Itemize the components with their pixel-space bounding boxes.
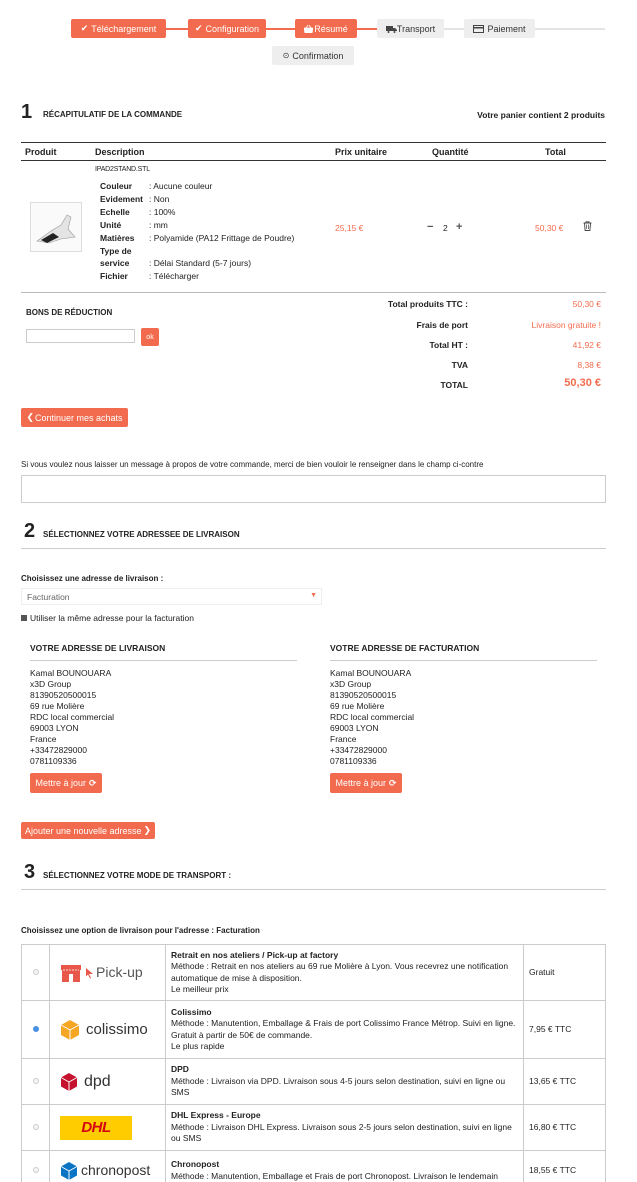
check-icon: ✔ xyxy=(80,23,89,33)
qty-increase-button[interactable]: + xyxy=(456,221,463,233)
stand-model-image xyxy=(31,203,81,251)
voucher-title: BONS DE RÉDUCTION xyxy=(26,308,113,317)
step-connector xyxy=(165,28,188,30)
col-header-total: Total xyxy=(545,147,566,157)
step-resume[interactable]: Résumé xyxy=(295,19,357,38)
same-billing-checkbox[interactable] xyxy=(21,615,27,621)
qty-value[interactable]: 2 xyxy=(443,223,448,233)
box-icon xyxy=(60,1019,80,1041)
same-billing-label: Utiliser la même adresse pour la facturation xyxy=(30,613,194,623)
step-connector xyxy=(265,28,295,30)
refresh-icon: ⟳ xyxy=(88,777,97,788)
address-divider xyxy=(330,660,597,661)
store-icon xyxy=(60,963,82,983)
section-title: SÉLECTIONNEZ VOTRE MODE DE TRANSPORT : xyxy=(43,871,232,880)
shipping-options-table xyxy=(21,944,606,1182)
trash-icon[interactable] xyxy=(583,221,592,233)
basket-icon xyxy=(304,25,313,33)
delivery-address-block: Kamal BOUNOUARA x3D Group 81390520500015 69 rue Molière RDC local commercial 69003 LYON France +33472829000 0781109336 xyxy=(30,668,115,766)
item-unit-price: 25,15 € xyxy=(335,223,364,233)
update-billing-address-button[interactable]: Mettre à jour ⟳ xyxy=(330,773,402,793)
shipping-option-dpd[interactable]: dpd DPD Méthode : Livraison via DPD. Livraison sous 4-5 jours selon destination, suivi en ligne ou SMS 13,65 € TTC xyxy=(22,1059,606,1105)
shipping-radio[interactable] xyxy=(33,1167,39,1173)
section-number: 1 xyxy=(21,101,33,123)
chevron-left-icon: ❮ xyxy=(26,412,34,422)
address-divider xyxy=(30,660,297,661)
step-connector xyxy=(535,28,605,30)
choose-shipping-label: Choisissez une option de livraison pour l'adresse : Facturation xyxy=(21,926,260,935)
caret-down-icon: ▼ xyxy=(310,592,317,599)
step-transport[interactable]: Transport xyxy=(377,19,444,38)
total-products-value: 50,30 € xyxy=(572,299,601,309)
update-delivery-address-button[interactable]: Mettre à jour ⟳ xyxy=(30,773,102,793)
table-top-border xyxy=(21,142,606,143)
col-header-description: Description xyxy=(95,147,145,157)
delivery-address-title: VOTRE ADRESSE DE LIVRAISON xyxy=(30,643,166,653)
table-header-border xyxy=(21,160,606,161)
shipping-radio[interactable] xyxy=(33,1124,39,1130)
total-products-label: Total produits TTC : xyxy=(387,299,468,309)
card-icon xyxy=(473,25,484,33)
shipping-value: Livraison gratuite ! xyxy=(531,320,601,330)
qty-decrease-button[interactable]: − xyxy=(427,221,434,233)
download-link[interactable]: : Télécharger xyxy=(149,271,199,282)
step-connector xyxy=(444,28,464,30)
shipping-radio[interactable] xyxy=(33,969,39,975)
step-confirmation[interactable]: ⊙ Confirmation xyxy=(272,46,354,65)
dpd-logo: dpd xyxy=(50,1072,165,1092)
tva-label: TVA xyxy=(451,360,468,370)
check-circle-icon: ⊙ xyxy=(282,51,290,60)
step-configuration[interactable]: ✔ Configuration xyxy=(188,19,266,38)
shipping-label: Frais de port xyxy=(416,320,468,330)
col-header-unit-price: Prix unitaire xyxy=(335,147,388,157)
dpd-cube-icon xyxy=(60,1072,78,1092)
tva-value: 8,38 € xyxy=(577,360,601,370)
step-telechargement[interactable]: ✔ Téléchargement xyxy=(71,19,166,38)
shipping-option-pickup[interactable]: Pick-up Retrait en nos ateliers / Pick-up at factory Méthode : Retrait en nos ateliers au 69 rue Molière à Lyon. Vous recevrez une notification automatique de mise à disposition. Le meilleur prix Gratuit xyxy=(22,945,606,1001)
shipping-option-chronopost[interactable]: chronopost Chronopost Méthode : Manutention, Emballage et Frais de port Chronopost. Livraison le lendemain 18,55 € TTC xyxy=(22,1151,606,1182)
dhl-logo: DHL xyxy=(50,1116,165,1140)
grand-total-value: 50,30 € xyxy=(564,377,601,389)
order-message-textarea[interactable] xyxy=(21,475,606,503)
address-select-value: Facturation xyxy=(27,592,70,602)
colissimo-logo: colissimo xyxy=(50,1019,165,1041)
item-specs: Couleur : Aucune couleur Evidement : Non Echelle : 100% Unité : mm Matières : Polyamide (PA12 Frittage de Poudre) Type de service : Délai Standard (5-7 jours) Fichier : Télécharger xyxy=(100,181,295,282)
section-divider xyxy=(21,889,606,890)
col-header-quantity: Quantité xyxy=(432,147,469,157)
item-row-border xyxy=(21,292,606,293)
shipping-option-dhl[interactable]: DHL DHL Express - Europe Méthode : Livraison DHL Express. Livraison sous 2-5 jours selon destination, suivi en ligne ou SMS 16,80 € TTC xyxy=(22,1105,606,1151)
continue-shopping-button[interactable]: ❮ Continuer mes achats xyxy=(21,408,128,427)
step-paiement[interactable]: Paiement xyxy=(464,19,535,38)
shipping-radio[interactable] xyxy=(33,1078,39,1084)
chevron-right-icon: ❯ xyxy=(143,825,152,835)
section-number: 3 xyxy=(24,861,36,883)
refresh-icon: ⟳ xyxy=(388,777,397,788)
section-title: RÉCAPITULATIF DE LA COMMANDE xyxy=(43,110,183,119)
billing-address-block: Kamal BOUNOUARA x3D Group 81390520500015 69 rue Molière RDC local commercial 69003 LYON France +33472829000 0781109336 xyxy=(330,668,415,766)
section-title: SÉLECTIONNEZ VOTRE ADRESSEE DE LIVRAISON xyxy=(43,530,240,539)
billing-address-title: VOTRE ADRESSE DE FACTURATION xyxy=(330,643,480,653)
grand-total-label: TOTAL xyxy=(440,380,468,390)
same-billing-row xyxy=(21,613,194,623)
total-ht-label: Total HT : xyxy=(429,340,468,350)
check-icon: ✔ xyxy=(194,23,203,33)
chronopost-cube-icon xyxy=(60,1161,78,1181)
product-thumbnail[interactable] xyxy=(30,202,82,252)
message-prompt: Si vous voulez nous laisser un message à propos de votre commande, merci de bien vouloir le renseigner dans le champ ci-contre xyxy=(21,460,484,469)
step-connector xyxy=(357,28,377,30)
item-filename: IPAD2STAND.STL xyxy=(95,166,150,173)
voucher-ok-button[interactable]: ok xyxy=(141,328,159,346)
section-number: 2 xyxy=(24,520,36,542)
pickup-logo: Pick-up xyxy=(50,963,165,983)
voucher-input[interactable] xyxy=(26,329,135,343)
shipping-radio[interactable] xyxy=(33,1026,39,1032)
section-divider xyxy=(21,548,606,549)
choose-address-label: Choisissez une adresse de livraison : xyxy=(21,574,164,583)
shipping-option-colissimo[interactable]: colissimo Colissimo Méthode : Manutention, Emballage & Frais de port Colissimo France Métrop. Suivi en ligne. Gratuit à partir de 50€ de commande. Le plus rapide 7,95 € TTC xyxy=(22,1001,606,1059)
cursor-icon xyxy=(85,967,94,979)
truck-icon xyxy=(386,25,397,33)
item-total: 50,30 € xyxy=(535,223,564,233)
address-select[interactable] xyxy=(21,588,322,605)
add-address-button[interactable]: Ajouter une nouvelle adresse ❯ xyxy=(21,822,155,839)
col-header-product: Produit xyxy=(25,147,57,157)
total-ht-value: 41,92 € xyxy=(572,340,601,350)
cart-count: Votre panier contient 2 produits xyxy=(477,110,605,120)
chronopost-logo: chronopost xyxy=(50,1161,165,1181)
